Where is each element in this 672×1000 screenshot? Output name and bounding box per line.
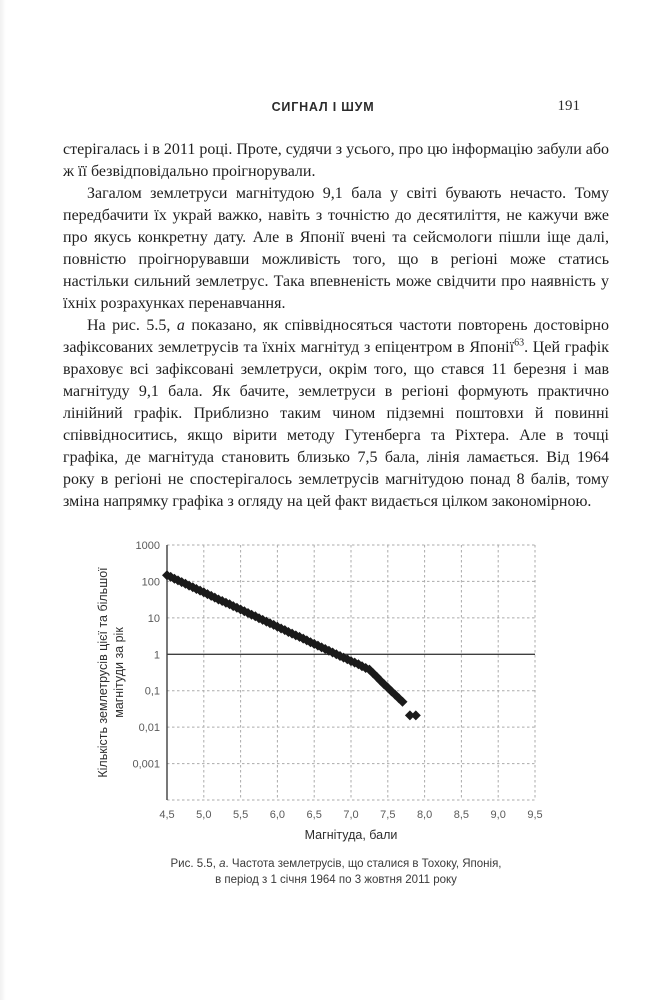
paragraph-3: [63, 315, 609, 513]
y-tick-label: 0,001: [132, 758, 160, 771]
page-header: [63, 100, 609, 118]
tick-labels: [132, 540, 542, 821]
paragraph-3-text: показано, як співвідносяться частоти повторень достовірно зафіксованих землетрусів та їхніх магнітуд з епіцентром в Японії: [63, 317, 609, 356]
frequency-magnitude-chart: [92, 533, 562, 845]
x-axis-title: Магнітуда, бали: [304, 828, 398, 842]
y-tick-label: 0,01: [138, 722, 160, 735]
data-points: [162, 570, 421, 720]
x-tick-label: 7,5: [380, 809, 396, 821]
data-point: [411, 710, 421, 720]
figure-caption: [0, 856, 672, 888]
body-text: [63, 139, 609, 513]
x-tick-label: 9,5: [527, 809, 543, 821]
x-tick-label: 5,5: [232, 809, 249, 821]
caption-italic: а: [219, 858, 226, 870]
footnote-reference: 63: [514, 337, 525, 349]
caption-text: Рис. 5.5,: [170, 858, 220, 870]
paragraph-2: Загалом землетруси магнітудою 9,1 бала у світі бувають нечасто. Тому передбачити їх украй важко, навіть з точністю до десятиліття, не кажучи вже про якусь конкретну дату. Але в Японії вчені та сейсмологи пішли іще далі, повністю проігнорувавши можливість того, що в регіоні може статись настільки сильний землетрус. Така впевненість може свідчити про наявність у їхніх розрахунках перенавчання.: [63, 185, 609, 312]
chart-container: [92, 533, 562, 845]
x-tick-label: 6,0: [269, 809, 286, 821]
y-axis-title-line2: магнітуди за рік: [112, 627, 126, 718]
caption-text: . Частота землетрусів, що сталися в Тохоку, Японія,: [225, 858, 502, 870]
figure-reference-italic: а: [176, 317, 185, 334]
x-tick-label: 6,5: [306, 809, 322, 821]
caption-line-1: [0, 856, 672, 872]
y-tick-label: 0,1: [144, 685, 160, 698]
y-tick-label: 10: [147, 612, 160, 625]
x-tick-label: 8,0: [416, 809, 433, 821]
y-tick-label: 100: [141, 576, 160, 589]
caption-line-2: в період з 1 січня 1964 по 3 жовтня 2011 року: [215, 874, 457, 886]
x-tick-label: 4,5: [159, 809, 175, 821]
x-tick-label: 8,5: [453, 809, 470, 821]
x-tick-label: 5,0: [196, 809, 212, 821]
y-axis-title-line1: Кількість землетрусів цієї та більшої: [96, 567, 110, 778]
gridlines: [167, 545, 535, 800]
x-tick-label: 7,0: [343, 809, 359, 821]
page-number: 191: [557, 98, 580, 114]
x-tick-label: 9,0: [490, 809, 506, 821]
paragraph-1: стерігалась і в 2011 році. Проте, судячи з усього, про цю інформацію забули або ж її безвідповідально проігнорували.: [63, 141, 609, 180]
paragraph-3-text: На рис. 5.5,: [87, 317, 177, 334]
paragraph-3-text: . Цей графік враховує всі зафіксовані землетруси, окрім того, що стався 11 березня і мав магнітуду 9,1 бала. Як бачите, землетруси в регіоні формують практично лінійний графік. Приблизно таким чином підземні поштовхи й повинні співвідноситись, якщо вірити методу Гутенберга та Ріхтера. Але в точці графіка, де магнітуда становить близько 7,5 бала, лінія ламається. Від 1964 року в регіоні не спостерігалось землетрусів магнітудою понад 8 балів, тому зміна напрямку графіка з огляду на цей факт видається цілком закономірною.: [63, 339, 610, 510]
y-tick-label: 1000: [135, 540, 160, 552]
running-title: СИГНАЛ І ШУМ: [271, 100, 375, 114]
y-tick-label: 1: [153, 649, 160, 662]
